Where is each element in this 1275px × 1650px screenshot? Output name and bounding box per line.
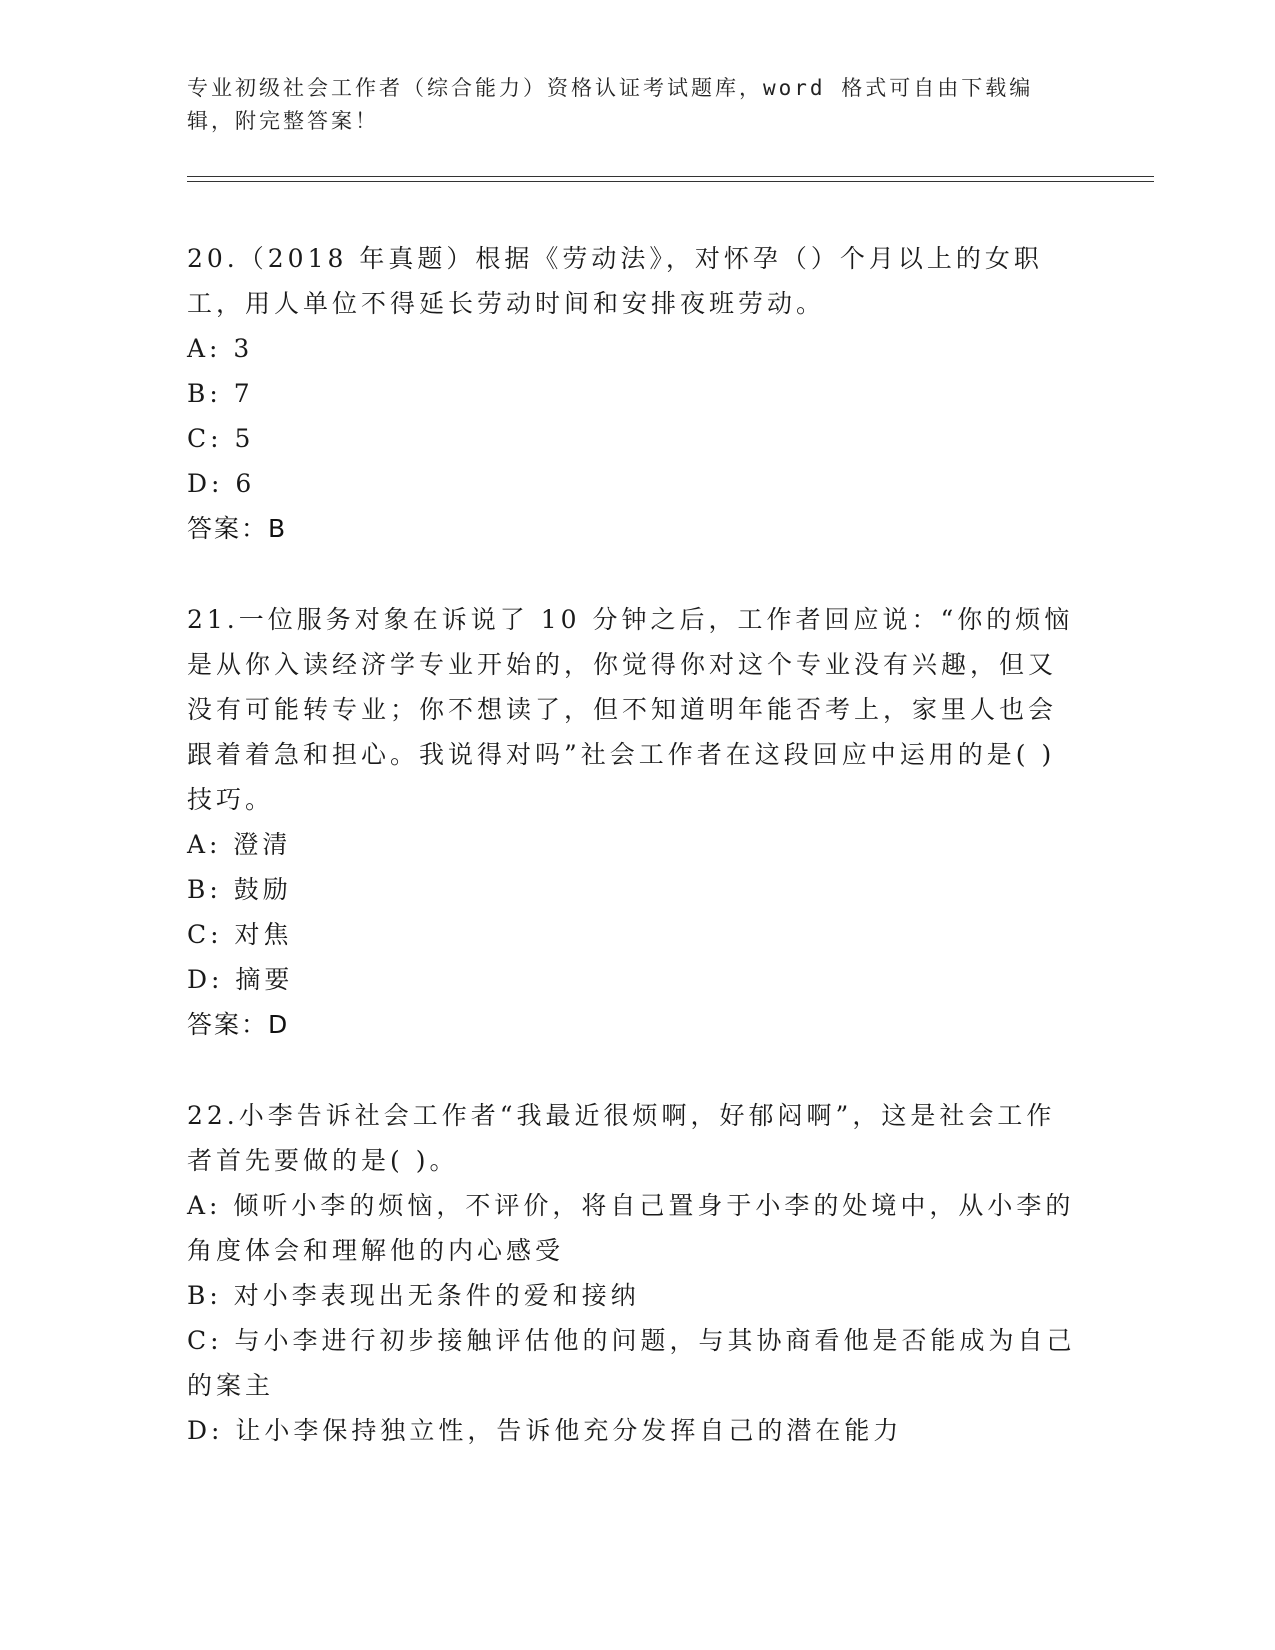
question-22 — [187, 1093, 1077, 1453]
option-b: B: 7 — [187, 379, 254, 408]
option-a: A: 倾听小李的烦恼，不评价，将自己置身于小李的处境中，从小李的角度体会和理解他的内心感受 — [187, 1191, 1075, 1265]
header-divider-bottom — [187, 181, 1154, 182]
question-stem: 22.小李告诉社会工作者“我最近很烦啊，好郁闷啊”，这是社会工作者首先要做的是( )。 — [187, 1101, 1056, 1175]
option-a: A: 澄清 — [187, 830, 292, 859]
option-b: B: 鼓励 — [187, 875, 292, 904]
option-d: D: 6 — [187, 469, 256, 498]
option-b: B: 对小李表现出无条件的爱和接纳 — [187, 1281, 640, 1310]
question-list — [187, 236, 1077, 1499]
option-c: C: 与小李进行初步接触评估他的问题，与其协商看他是否能成为自己的案主 — [187, 1326, 1076, 1400]
question-stem: 21.一位服务对象在诉说了 10 分钟之后，工作者回应说：“你的烦恼是从你入读经济学专业开始的，你觉得你对这个专业没有兴趣，但又没有可能转专业；你不想读了，但不知道明年能否考上，家里人也会跟着着急和担心。我说得对吗”社会工作者在这段回应中运用的是( )技巧。 — [187, 605, 1074, 814]
option-c: C: 对焦 — [187, 920, 293, 949]
question-20 — [187, 236, 1077, 551]
question-21 — [187, 597, 1077, 1047]
document-header: 专业初级社会工作者（综合能力）资格认证考试题库，word 格式可自由下载编辑，附完整答案！ — [187, 76, 1034, 133]
question-stem: 20.（2018 年真题）根据《劳动法》，对怀孕（）个月以上的女职工，用人单位不得延长劳动时间和安排夜班劳动。 — [187, 244, 1043, 318]
option-c: C: 5 — [187, 424, 255, 453]
option-a: A: 3 — [187, 334, 254, 363]
answer-line: 答案：D — [187, 1010, 290, 1039]
option-d: D: 让小李保持独立性，告诉他充分发挥自己的潜在能力 — [187, 1416, 903, 1445]
header-divider-top — [187, 176, 1154, 177]
answer-line: 答案：B — [187, 514, 288, 543]
option-d: D: 摘要 — [187, 965, 294, 994]
